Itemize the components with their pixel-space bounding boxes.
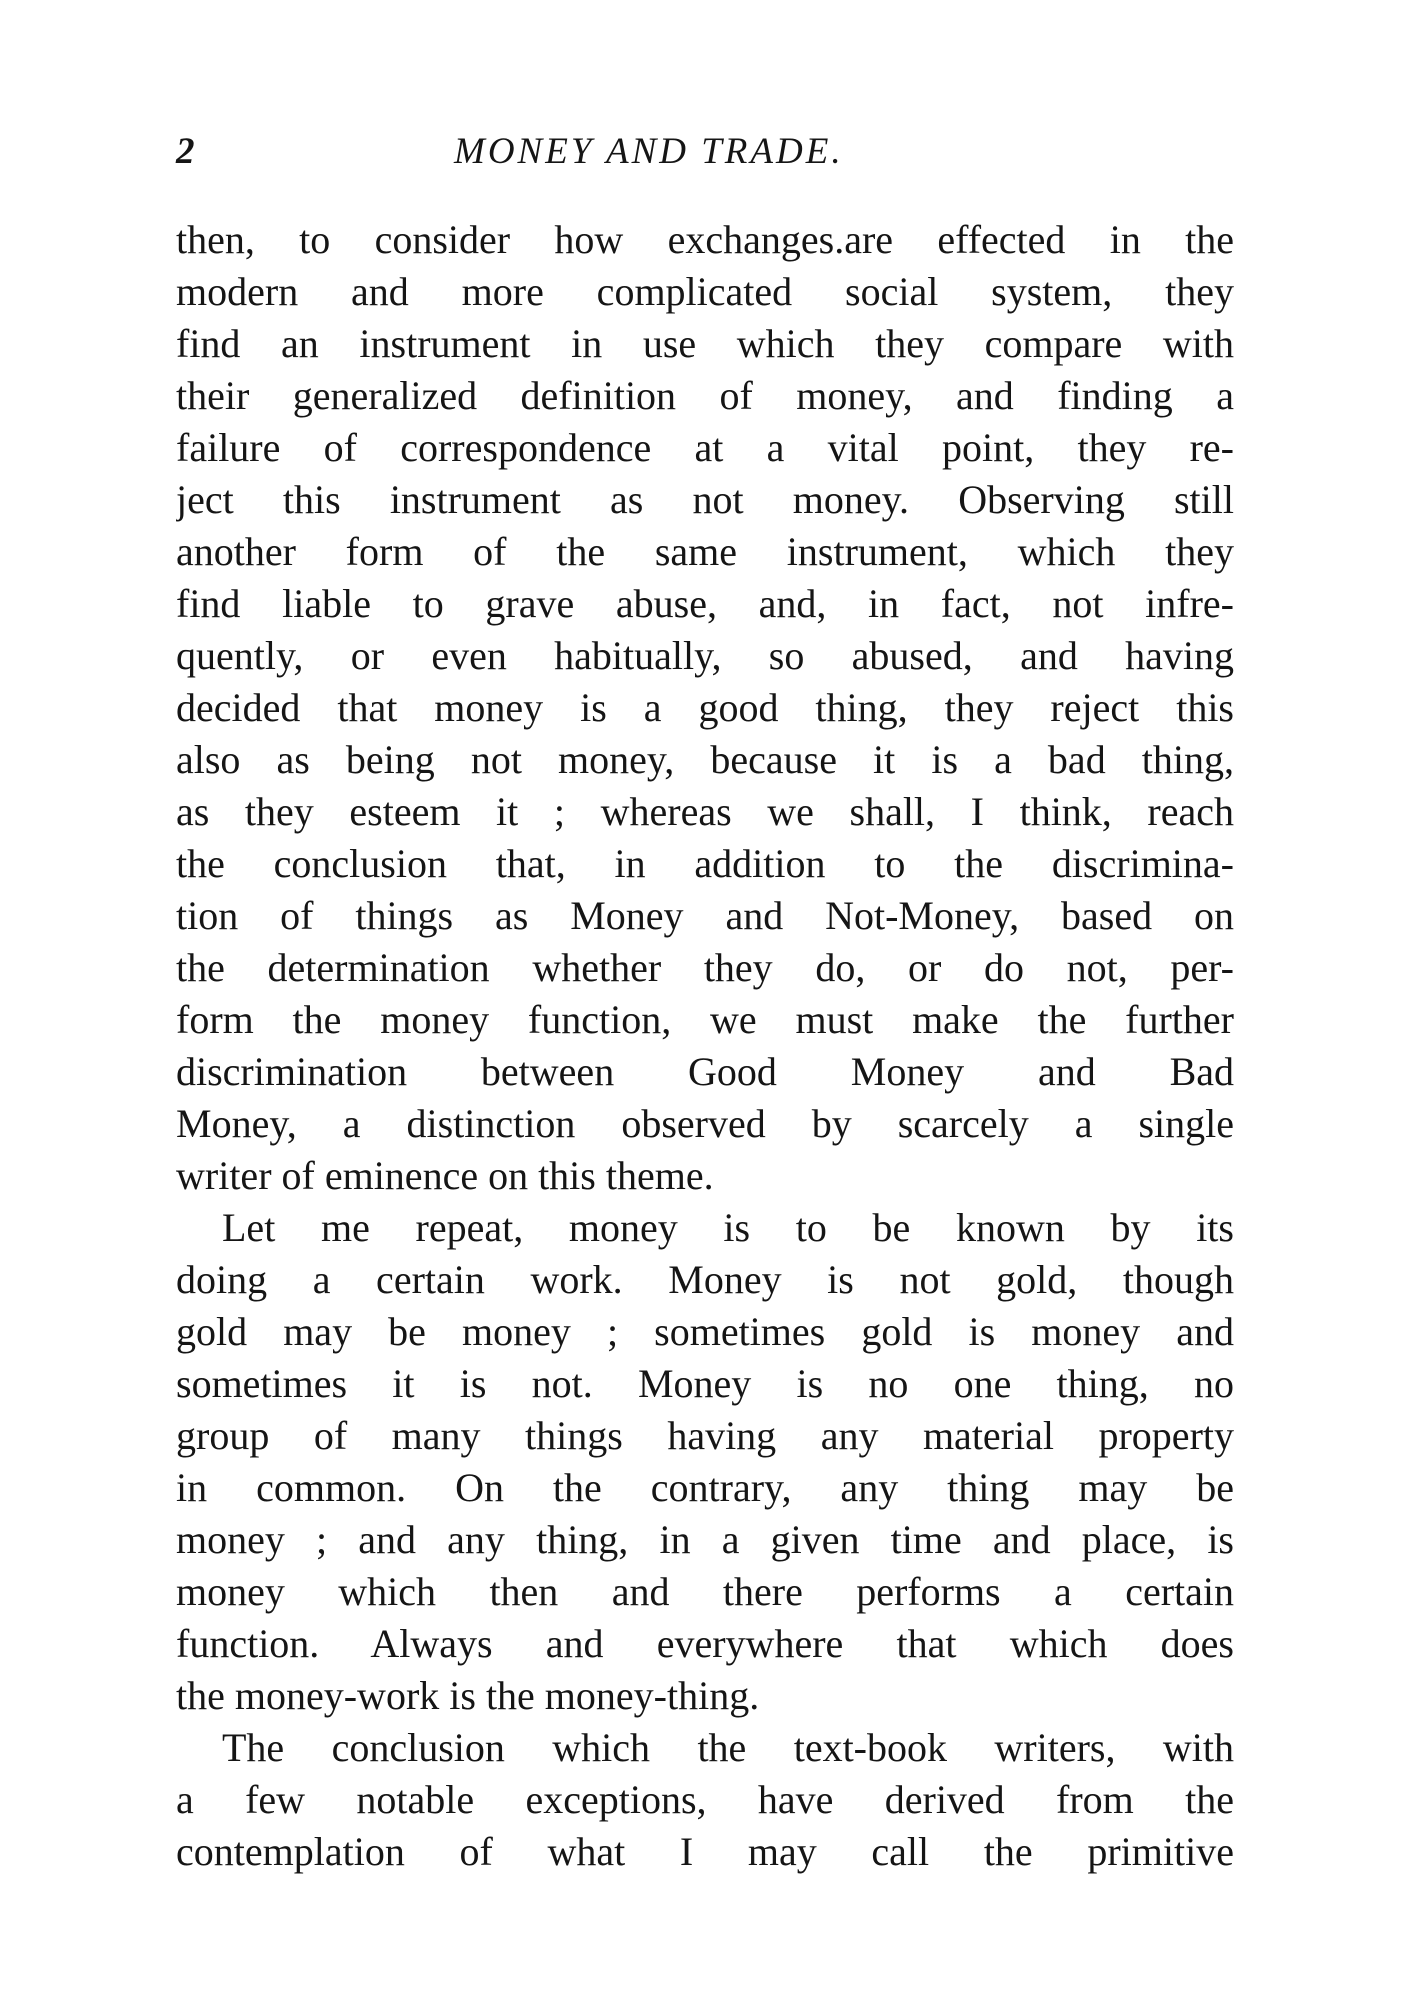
text-line: a few notable exceptions, have derived from the bbox=[176, 1777, 1234, 1822]
page-number: 2 bbox=[176, 131, 196, 172]
text-line: function. Always and everywhere that which does bbox=[176, 1621, 1234, 1666]
text-line: money ; and any thing, in a given time and place, is bbox=[176, 1517, 1234, 1562]
text-line: failure of correspondence at a vital point, they re- bbox=[176, 425, 1234, 470]
paragraph-1 bbox=[176, 214, 1234, 1202]
text-line: The conclusion which the text-book writers, with bbox=[222, 1725, 1234, 1770]
text-line: group of many things having any material property bbox=[176, 1413, 1234, 1458]
text-line: tion of things as Money and Not-Money, based on bbox=[176, 893, 1234, 938]
text-line: quently, or even habitually, so abused, and having bbox=[176, 633, 1234, 678]
text-line: modern and more complicated social system, they bbox=[176, 269, 1234, 314]
running-head: MONEY AND TRADE. bbox=[454, 131, 844, 172]
paragraph-2 bbox=[176, 1202, 1234, 1722]
text-line: find an instrument in use which they compare with bbox=[176, 321, 1234, 366]
text-line: then, to consider how exchanges.are effected in the bbox=[176, 217, 1234, 262]
text-line: also as being not money, because it is a bad thing, bbox=[176, 737, 1234, 782]
text-line: the conclusion that, in addition to the discrimina- bbox=[176, 841, 1234, 886]
text-line: writer of eminence on this theme. bbox=[176, 1153, 714, 1198]
text-line: ject this instrument as not money. Observing still bbox=[176, 477, 1234, 522]
text-line: doing a certain work. Money is not gold, though bbox=[176, 1257, 1234, 1302]
text-line: decided that money is a good thing, they reject this bbox=[176, 685, 1234, 730]
text-line: as they esteem it ; whereas we shall, I think, reach bbox=[176, 789, 1234, 834]
text-line: in common. On the contrary, any thing may be bbox=[176, 1465, 1234, 1510]
text-line: money which then and there performs a certain bbox=[176, 1569, 1234, 1614]
text-line: discrimination between Good Money and Bad bbox=[176, 1049, 1234, 1094]
text-line: their generalized definition of money, and finding a bbox=[176, 373, 1234, 418]
text-line: the determination whether they do, or do not, per- bbox=[176, 945, 1234, 990]
text-line: find liable to grave abuse, and, in fact, not infre- bbox=[176, 581, 1234, 626]
text-line: sometimes it is not. Money is no one thing, no bbox=[176, 1361, 1234, 1406]
text-line: form the money function, we must make the further bbox=[176, 997, 1234, 1042]
text-line: Let me repeat, money is to be known by its bbox=[222, 1205, 1234, 1250]
page-header bbox=[176, 130, 1234, 180]
text-line: contemplation of what I may call the primitive bbox=[176, 1829, 1234, 1874]
text-line: the money-work is the money-thing. bbox=[176, 1673, 760, 1718]
text-line: Money, a distinction observed by scarcely a single bbox=[176, 1101, 1234, 1146]
body-text bbox=[176, 214, 1234, 1878]
paragraph-3 bbox=[176, 1722, 1234, 1878]
text-line: gold may be money ; sometimes gold is money and bbox=[176, 1309, 1234, 1354]
text-line: another form of the same instrument, which they bbox=[176, 529, 1234, 574]
